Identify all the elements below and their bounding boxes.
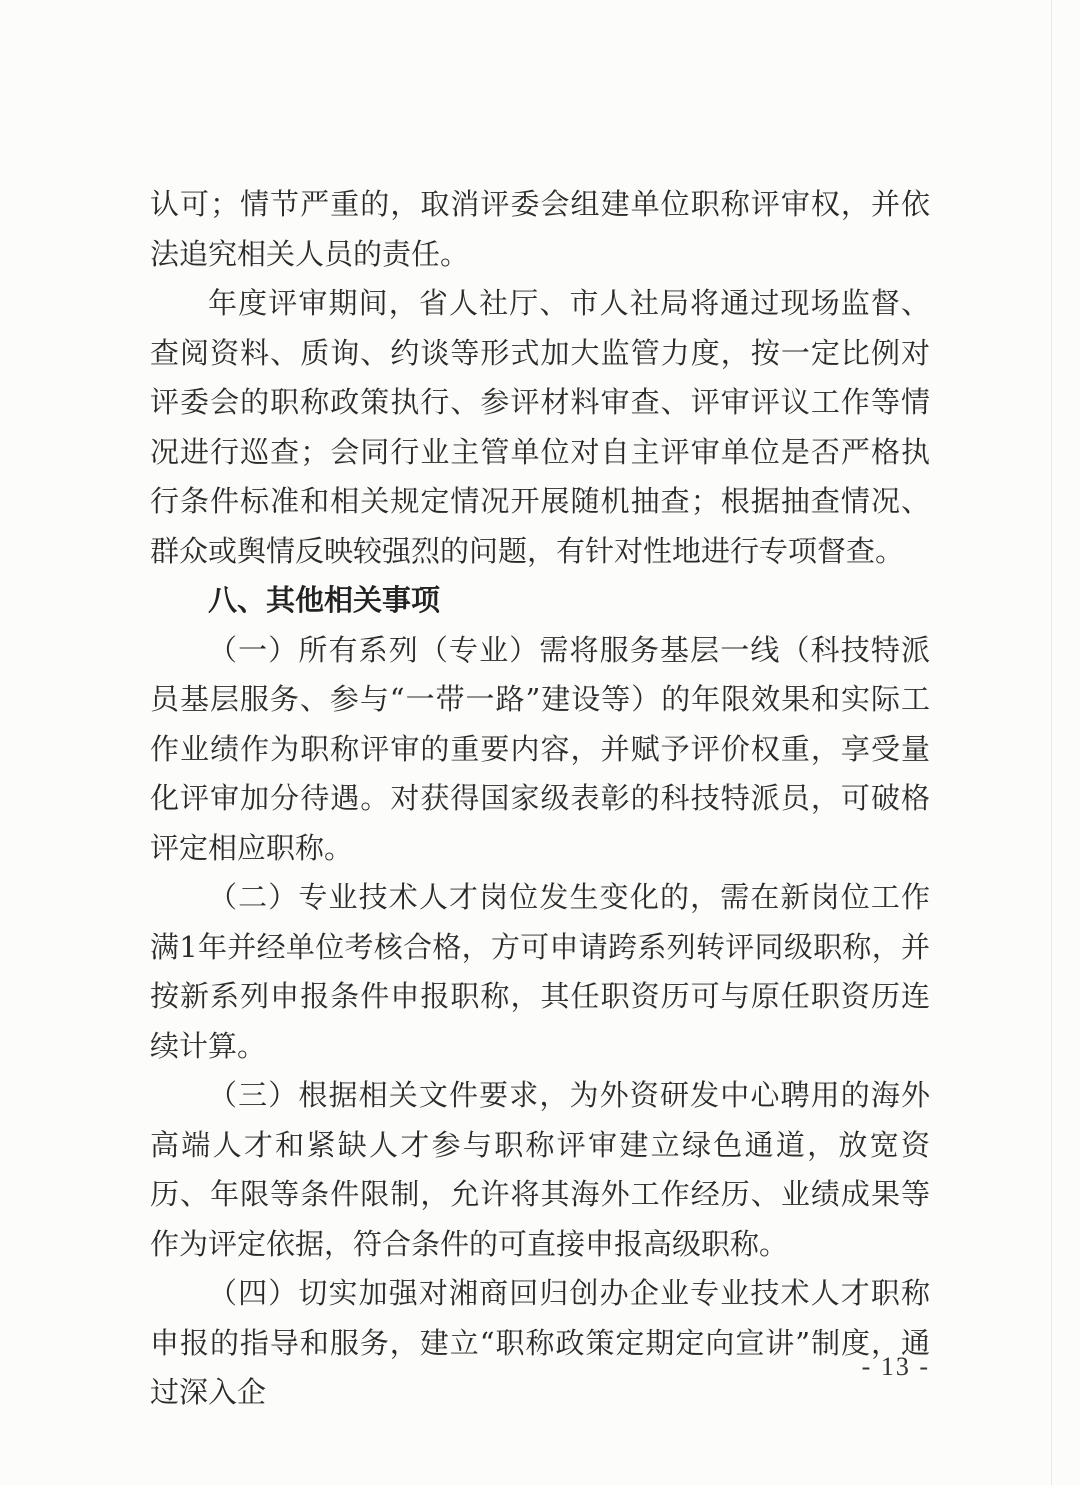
section-heading: 八、其他相关事项 (208, 583, 441, 617)
paragraph-continuation: 认可；情节严重的，取消评委会组建单位职称评审权，并依法追究相关人员的责任。 (150, 187, 930, 271)
item-4: （四）切实加强对湘商回归创办企业专业技术人才职称申报的指导和服务，建立“职称政策定期定向宣讲”制度，通过深入企 (150, 1276, 930, 1409)
paragraph-supervision: 年度评审期间，省人社厅、市人社局将通过现场监督、查阅资料、质询、约谈等形式加大监管力度，按一定比例对评委会的职称政策执行、参评材料审查、评审评议工作等情况进行巡查；会同行业主管单位对自主评审单位是否严格执行条件标准和相关规定情况开展随机抽查；根据抽查情况、群众或舆情反映较强烈的问题，有针对性地进行专项督查。 (150, 286, 930, 568)
item-2: （二）专业技术人才岗位发生变化的，需在新岗位工作满1年并经单位考核合格，方可申请跨系列转评同级职称，并按新系列申报条件申报职称，其任职资历可与原任职资历连续计算。 (150, 880, 930, 1063)
item-1: （一）所有系列（专业）需将服务基层一线（科技特派员基层服务、参与“一带一路”建设等）的年限效果和实际工作业绩作为职称评审的重要内容，并赋予评价权重，享受量化评审加分待遇。对获得国家级表彰的科技特派员，可破格评定相应职称。 (150, 632, 930, 865)
scan-edge (1051, 0, 1052, 1485)
item-3: （三）根据相关文件要求，为外资研发中心聘用的海外高端人才和紧缺人才参与职称评审建立绿色通道，放宽资历、年限等条件限制，允许将其海外工作经历、业绩成果等作为评定依据，符合条件的可直接申报高级职称。 (150, 1078, 930, 1261)
document-body (150, 180, 930, 1418)
page-number: - 13 - (861, 1352, 930, 1381)
